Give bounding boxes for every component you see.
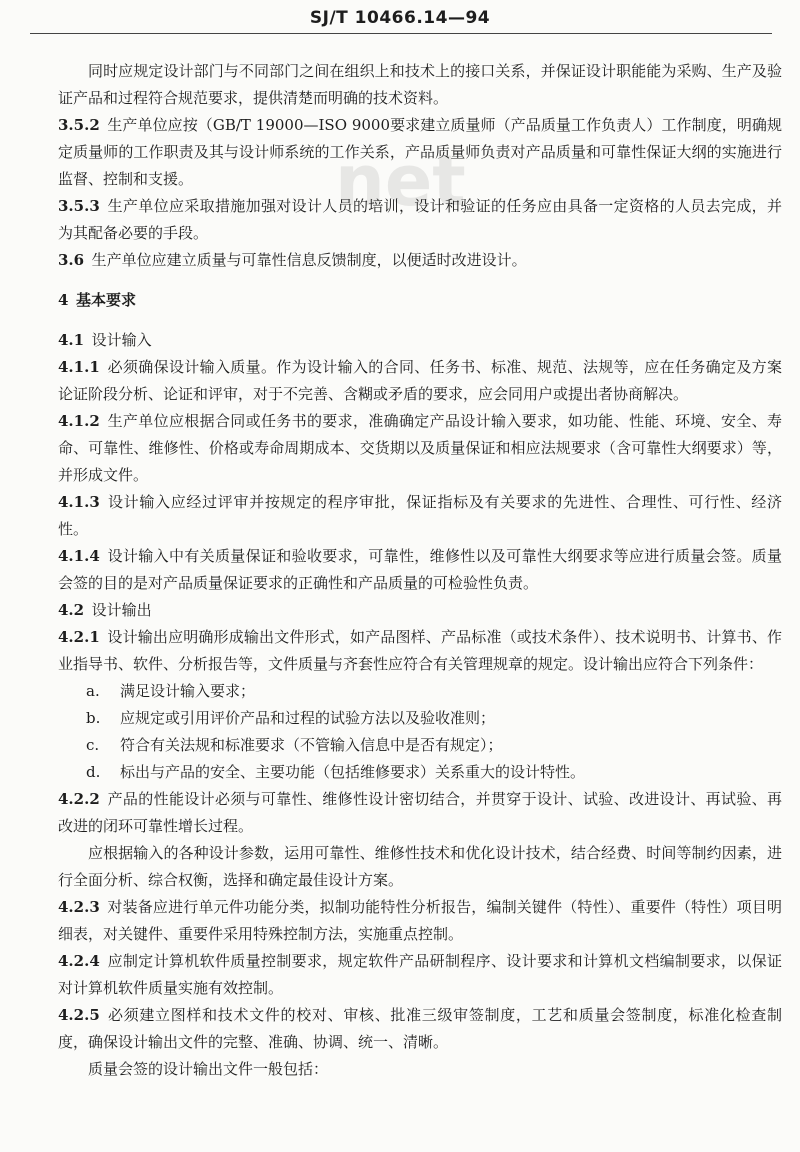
clause-number: 4.1.4 [58, 547, 100, 565]
standard-number-header: SJ/T 10466.14—94 [309, 8, 491, 28]
paragraph-interface: 同时应规定设计部门与不同部门之间在组织上和技术上的接口关系，并保证设计职能能为采购、生产及验证产品和过程符合规范要求，提供清楚而明确的技术资料。 [58, 62, 782, 107]
clause-4-2-2: 4.2.2 产品的性能设计必须与可靠性、维修性设计密切结合，并贯穿于设计、试验、改进设计、再试验、再改进的闭环可靠性增长过程。 [58, 790, 782, 835]
clause-4-2-3: 4.2.3 对装备应进行单元件功能分类，拟制功能特性分析报告，编制关键件（特性）、重要件（特性）项目明细表，对关键件、重要件采用特殊控制方法，实施重点控制。 [58, 898, 782, 943]
clause-4-1-1: 4.1.1 必须确保设计输入质量。作为设计输入的合同、任务书、标准、规范、法规等，应在任务确定及方案论证阶段分析、论证和评审，对于不完善、含糊或矛盾的要求，应会同用户或提出者协商解决。 [58, 358, 782, 403]
clause-3-5-2: 3.5.2 生产单位应按（GB/T 19000—ISO 9000要求建立质量师（产品质量工作负责人）工作制度，明确规定质量师的工作职责及其与设计师系统的工作关系，产品质量师负责对产品质量和可靠性保证大纲的实施进行监督、控制和支援。 [58, 116, 782, 188]
clause-4-1-4: 4.1.4 设计输入中有关质量保证和验收要求，可靠性，维修性以及可靠性大纲要求等应进行质量会签。质量会签的目的是对产品质量保证要求的正确性和产品质量的可检验性负责。 [58, 547, 782, 592]
list-item: b. 应规定或引用评价产品和过程的试验方法以及验收准则； [86, 709, 496, 727]
clause-number: 3.5.2 [58, 116, 100, 134]
clause-number: 4.2.3 [58, 898, 100, 916]
clause-number: 3.5.3 [58, 197, 100, 215]
clause-number: 3.6 [58, 251, 85, 269]
clause-4-2-5: 4.2.5 必须建立图样和技术文件的校对、审核、批准三级审签制度，工艺和质量会签制度，标准化检查制度，确保设计输出文件的完整、准确、协调、统一、清晰。 [58, 1006, 782, 1051]
clause-number: 4.1.1 [58, 358, 100, 376]
clause-number: 4.2.2 [58, 790, 100, 808]
section-heading-4: 4 基本要求 [58, 291, 136, 309]
clause-number: 4.1.2 [58, 412, 100, 430]
list-item: a. 满足设计输入要求； [86, 682, 256, 700]
header-rule [30, 33, 772, 34]
clause-4-1-2: 4.1.2 生产单位应根据合同或任务书的要求，准确确定产品设计输入要求，如功能、性能、环境、安全、寿命、可靠性、维修性、价格或寿命周期成本、交货期以及质量保证和相应法规要求（含可靠性大纲要求）等，并形成文件。 [58, 412, 782, 484]
clause-number: 4.1.3 [58, 493, 100, 511]
paragraph-design-params: 应根据输入的各种设计参数，运用可靠性、维修性技术和优化设计技术，结合经费、时间等制约因素，进行全面分析、综合权衡，选择和确定最佳设计方案。 [58, 844, 782, 889]
clause-number: 4.2.5 [58, 1006, 100, 1024]
clause-3-5-3: 3.5.3 生产单位应采取措施加强对设计人员的培训，设计和验证的任务应由具备一定资格的人员去完成，并为其配备必要的手段。 [58, 197, 782, 242]
paragraph-countersign-docs: 质量会签的设计输出文件一般包括： [88, 1060, 329, 1078]
clause-4-2-1: 4.2.1 设计输出应明确形成输出文件形式，如产品图样、产品标准（或技术条件）、技术说明书、计算书、作业指导书、软件、分析报告等，文件质量与齐套性应符合有关管理规章的规定。设计输出应符合下列条件： [58, 628, 782, 673]
clause-number: 4.2.4 [58, 952, 100, 970]
list-item: c. 符合有关法规和标准要求（不管输入信息中是否有规定）； [86, 736, 503, 754]
subsection-heading-4-2: 4.2 设计输出 [58, 601, 152, 619]
watermark-text: net [335, 140, 466, 222]
list-item: d. 标出与产品的安全、主要功能（包括维修要求）关系重大的设计特性。 [86, 763, 586, 781]
clause-number: 4.2.1 [58, 628, 100, 646]
document-body [58, 58, 782, 1083]
clause-4-1-3: 4.1.3 设计输入应经过评审并按规定的程序审批，保证指标及有关要求的先进性、合理性、可行性、经济性。 [58, 493, 782, 538]
clause-3-6: 3.6 生产单位应建立质量与可靠性信息反馈制度，以便适时改进设计。 [58, 251, 527, 269]
clause-4-2-4: 4.2.4 应制定计算机软件质量控制要求，规定软件产品研制程序、设计要求和计算机文档编制要求，以保证对计算机软件质量实施有效控制。 [58, 952, 782, 997]
subsection-heading-4-1: 4.1 设计输入 [58, 331, 152, 349]
